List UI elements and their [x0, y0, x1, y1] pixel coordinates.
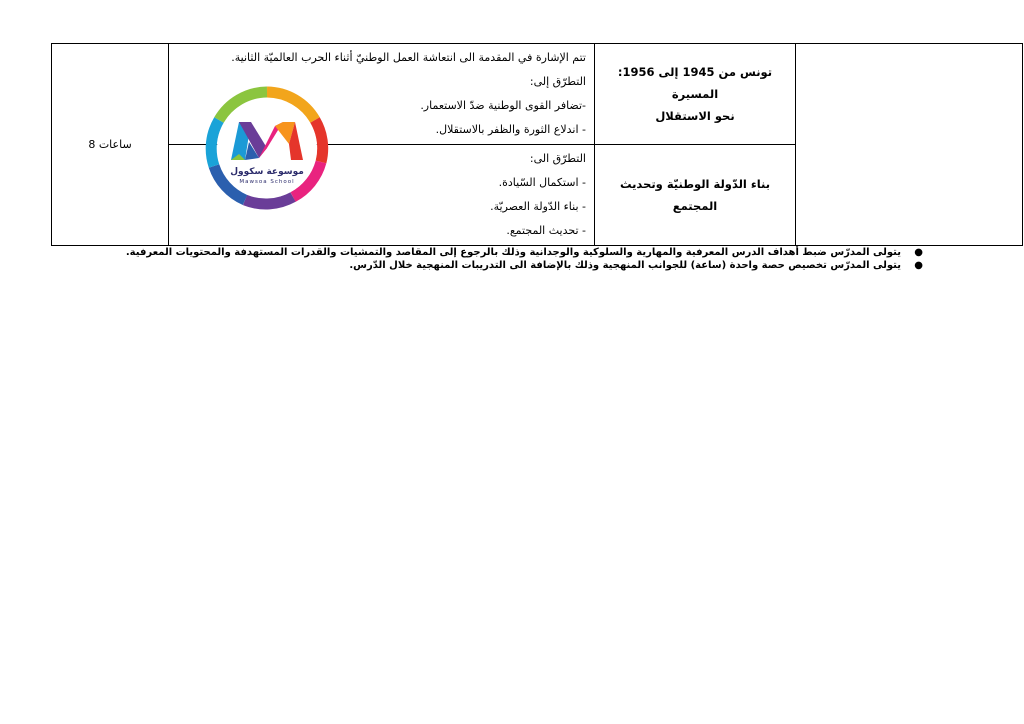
hours-cell: [52, 44, 169, 246]
content-line: التطرّق الى:: [529, 152, 586, 165]
note-item: [125, 246, 925, 259]
empty-cell: [796, 44, 1023, 246]
bullet-icon: ●: [914, 247, 923, 258]
teacher-notes: [125, 246, 925, 272]
content-line: تتم الإشارة في المقدمة الى انتعاشة العمل الوطنيّ أثناء الحرب العالميّة الثانية.: [231, 51, 586, 64]
curriculum-table: [51, 43, 1023, 246]
topic-cell-2: [595, 145, 796, 246]
note-text: يتولى المدرّس ضبط أهداف الدرس المعرفية والمهارية والسلوكية والوجدانية وذلك بالرجوع إلى المقاصد والتمشيات والقدرات المستهدفة والمحتويات المعرفية.: [125, 247, 901, 258]
content-line: - تحديث المجتمع.: [506, 224, 586, 237]
content-line: - بناء الدّولة العصريّة.: [490, 200, 586, 213]
content-line: التطرّق إلى:: [529, 75, 586, 88]
mawsoa-school-logo: [205, 86, 329, 210]
topic-title-line2: نحو الاستقلال: [655, 109, 735, 123]
content-line: -تضافر القوى الوطنية ضدّ الاستعمار.: [420, 99, 586, 112]
logo-arabic-name: موسوعة سكوول: [230, 167, 304, 177]
bullet-icon: ●: [914, 260, 923, 271]
topic-title-line1: بناء الدّولة الوطنيّة وتحديث: [619, 177, 771, 191]
note-item: [195, 259, 925, 272]
topic-title-line1: تونس من 1945 إلى 1956: المسيرة: [617, 65, 773, 101]
hours-label: 8 ساعات: [88, 138, 132, 151]
topic-title-line2: المجتمع: [672, 199, 718, 213]
note-text: يتولى المدرّس تخصيص حصة واحدة (ساعة) للجوانب المنهجية وذلك بالإضافة الى التدريبات المنهجية خلال الدّرس.: [349, 260, 901, 271]
content-line: - اندلاع الثورة والظفر بالاستقلال.: [435, 123, 586, 136]
topic-cell-1: [595, 44, 796, 145]
logo-latin-name: Mawsoa School: [239, 179, 295, 185]
content-line: - استكمال السّيادة.: [498, 176, 586, 189]
